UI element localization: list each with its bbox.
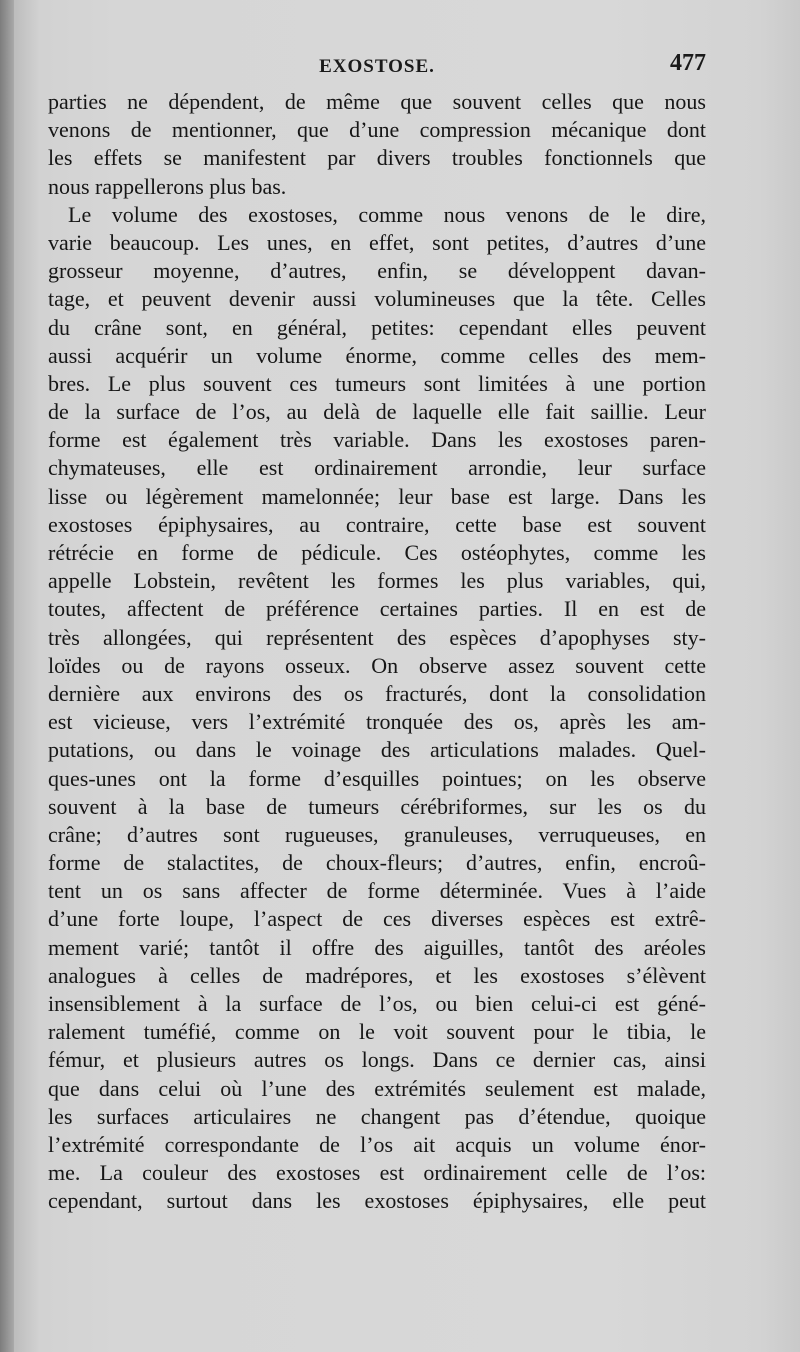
text-line: toutes, affectent de préférence certaines parties. Il en est de: [48, 596, 706, 622]
text-line: parties ne dépendent, de même que souvent celles que nous: [48, 89, 706, 114]
text-line: souvent à la base de tumeurs cérébriformes, sur les os du: [48, 793, 706, 819]
text-line: Le volume des exostoses, comme nous venons de le dire,: [68, 201, 706, 227]
running-title: EXOSTOSE.: [319, 56, 435, 77]
text-line: forme est également très variable. Dans les exostoses paren-: [48, 427, 706, 453]
text-line: exostoses épiphysaires, au contraire, cette base est souvent: [48, 511, 706, 537]
text-line: grosseur moyenne, d’autres, enfin, se développent davan-: [48, 258, 706, 284]
text-line: venons de mentionner, que d’une compression mécanique dont: [48, 117, 706, 143]
body-text: [48, 88, 706, 1216]
text-line: me. La couleur des exostoses est ordinairement celle de l’os:: [48, 1160, 706, 1186]
text-line: forme de stalactites, de choux-fleurs; d’autres, enfin, encroû-: [48, 850, 706, 876]
text-line: lisse ou légèrement mamelonnée; leur base est large. Dans les: [48, 483, 706, 509]
text-line: crâne; d’autres sont rugueuses, granuleuses, verruqueuses, en: [48, 821, 706, 847]
text-line: cependant, surtout dans les exostoses épiphysaires, elle peut: [48, 1188, 706, 1214]
text-line: mement varié; tantôt il offre des aiguilles, tantôt des aréoles: [48, 934, 706, 960]
text-line: très allongées, qui représentent des espèces d’apophyses sty-: [48, 624, 706, 650]
text-line: chymateuses, elle est ordinairement arrondie, leur surface: [48, 455, 706, 481]
text-line: tent un os sans affecter de forme déterminée. Vues à l’aide: [48, 878, 706, 904]
page-header: [48, 50, 706, 84]
page-number: 477: [670, 50, 706, 76]
text-line: aussi acquérir un volume énorme, comme celles des mem-: [48, 342, 706, 368]
text-line: de la surface de l’os, au delà de laquelle elle fait saillie. Leur: [48, 399, 706, 425]
text-line: ques-unes ont la forme d’esquilles pointues; on les observe: [48, 765, 706, 791]
text-line: fémur, et plusieurs autres os longs. Dans ce dernier cas, ainsi: [48, 1047, 706, 1073]
text-line: rétrécie en forme de pédicule. Ces ostéophytes, comme les: [48, 540, 706, 565]
text-line: les surfaces articulaires ne changent pas d’étendue, quoique: [48, 1103, 706, 1129]
text-line: nous rappellerons plus bas.: [48, 173, 287, 199]
text-line: appelle Lobstein, revêtent les formes les plus variables, qui,: [48, 568, 706, 594]
text-line: ralement tuméfié, comme on le voit souvent pour le tibia, le: [48, 1019, 706, 1045]
text-line: insensiblement à la surface de l’os, ou bien celui-ci est géné-: [48, 991, 706, 1016]
text-line: l’extrémité correspondante de l’os ait acquis un volume énor-: [48, 1131, 706, 1157]
text-line: dernière aux environs des os fracturés, dont la consolidation: [48, 680, 706, 706]
text-line: les effets se manifestent par divers troubles fonctionnels que: [48, 145, 706, 171]
text-line: d’une forte loupe, l’aspect de ces diverses espèces est extrê-: [48, 906, 706, 932]
page-gutter-shadow: [0, 0, 14, 1352]
text-line: bres. Le plus souvent ces tumeurs sont limitées à une portion: [48, 370, 706, 396]
text-line: du crâne sont, en général, petites: cependant elles peuvent: [48, 314, 706, 340]
text-line: analogues à celles de madrépores, et les exostoses s’élèvent: [48, 962, 706, 988]
text-line: varie beaucoup. Les unes, en effet, sont petites, d’autres d’une: [48, 229, 706, 255]
text-line: est vicieuse, vers l’extrémité tronquée des os, après les am-: [48, 709, 706, 735]
text-line: tage, et peuvent devenir aussi volumineuses que la tête. Celles: [48, 286, 706, 312]
text-line: putations, ou dans le voinage des articulations malades. Quel-: [48, 737, 706, 763]
text-line: loïdes ou de rayons osseux. On observe assez souvent cette: [48, 652, 706, 678]
text-line: que dans celui où l’une des extrémités seulement est malade,: [48, 1075, 706, 1101]
